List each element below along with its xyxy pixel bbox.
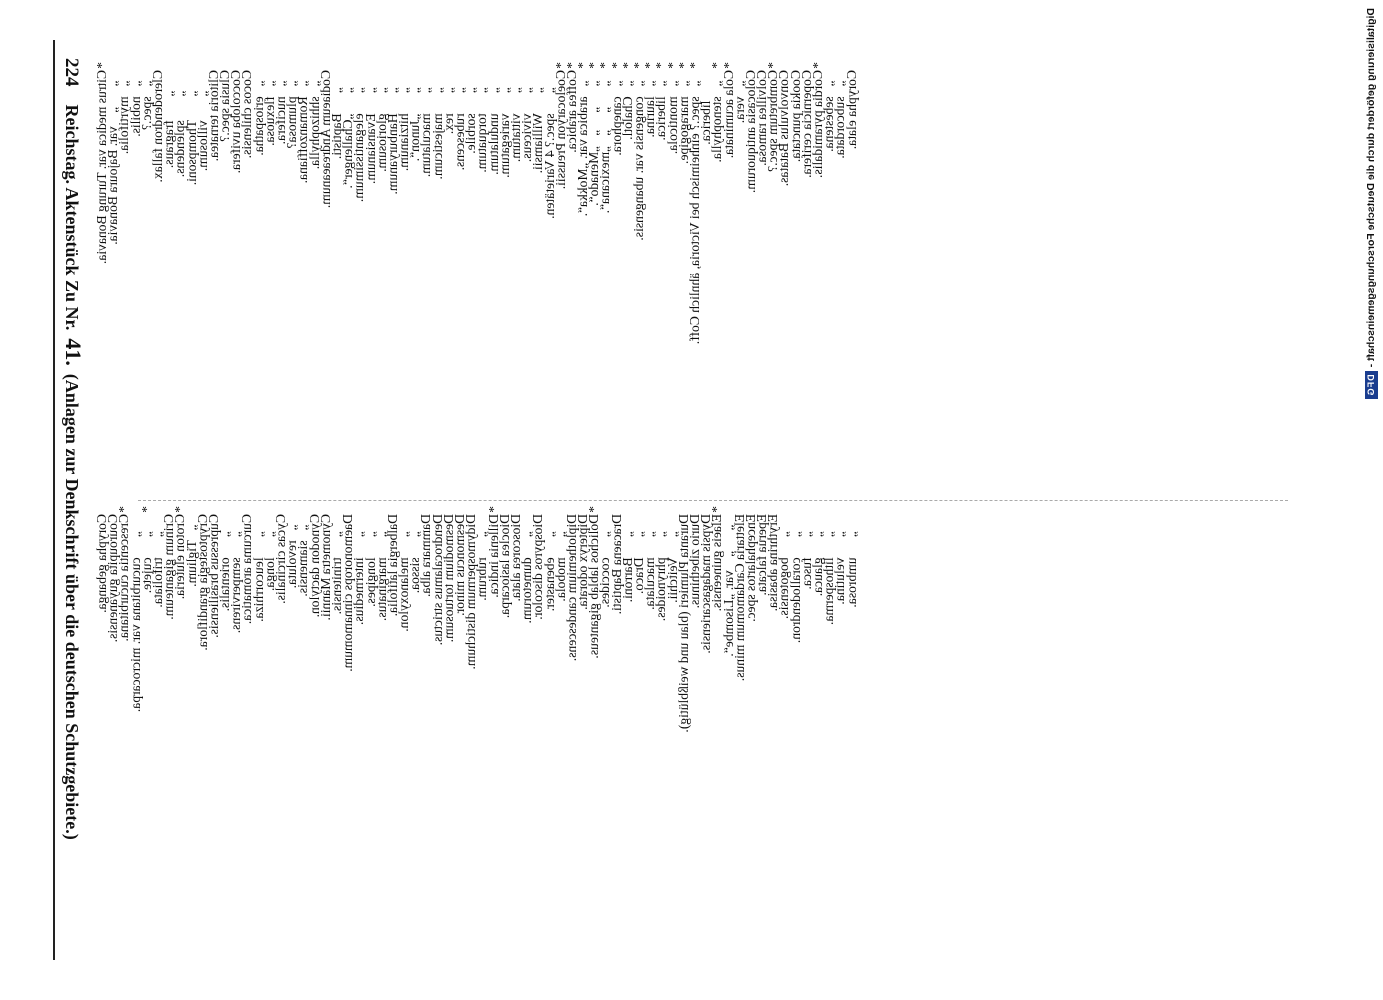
plant-name: „ Thompsoni. [183, 70, 199, 186]
plant-name: „ dumetorum. [519, 514, 535, 624]
plant-name: „ villosum. [194, 70, 210, 172]
asterisk-marker: * [586, 62, 602, 69]
plant-name: Coffea arabica. [563, 70, 579, 153]
asterisk-marker: * [720, 62, 736, 69]
left-column-list [94, 62, 859, 500]
plant-name: Corypha gebanga. [94, 514, 109, 613]
plant-name: „ Barroni. [619, 514, 635, 603]
asterisk-marker: * [575, 62, 591, 69]
plant-entry [843, 514, 859, 944]
plant-name: „ subcordata. [832, 70, 848, 159]
plant-name: Diplothemium candescens. [563, 514, 579, 662]
plant-name: „ spec.? [138, 70, 154, 131]
plant-name: „ Chalotl. [619, 70, 635, 140]
plant-name: Durio zibethinus. [686, 514, 702, 609]
plant-name: „ „ „ „mexicana“. [597, 70, 613, 214]
plant-name: „ Hanburyanum. [384, 70, 400, 195]
plant-name: „ shhizophylla. [306, 70, 322, 170]
plant-name: Cola acuminata. [720, 70, 736, 159]
plant-name: „ leucorrhiza. [250, 514, 266, 622]
plant-name: Dendrocalamus strictus. [429, 514, 445, 646]
plant-name: „ monticola. [664, 70, 680, 155]
plant-name: Combretum spec.? [765, 70, 781, 172]
plant-name: „ splendens. [172, 70, 188, 178]
plant-name: „ arabica var. „Mokka“. [575, 70, 591, 217]
plant-name: „ laurina. [642, 70, 658, 138]
plant-name: Erythrina abasisa. [765, 514, 781, 612]
plant-name: „ vera. [731, 70, 747, 124]
plant-name: Dracaena Baptisti. [608, 514, 624, 615]
plant-name: „ phrynoides. [653, 514, 669, 622]
plant-name: „ flexuosa. [261, 70, 277, 146]
plant-name: Couroupita guyanensis. [105, 514, 121, 643]
asterisk-marker: * [709, 506, 725, 513]
plant-name: „ „ var. Bajoura Bonavia. [105, 70, 121, 245]
plant-name: „ spec.? 4 Varietäten. [541, 70, 557, 219]
plant-name: Cynodon dactylon. [306, 514, 322, 618]
asterisk-marker: * [653, 62, 669, 69]
plant-entry [720, 62, 736, 500]
header-rule [53, 40, 55, 960]
plant-name: „ sempervirens. [228, 514, 244, 634]
plant-name: „ fusca. [798, 514, 814, 590]
plant-name: „ intermedius. [351, 514, 367, 625]
plant-name: Copernicia cerifera. [798, 70, 814, 178]
asterisk-marker: * [138, 506, 154, 513]
asterisk-marker: * [597, 62, 613, 69]
plant-name: Clusia spec.? [217, 70, 233, 142]
plant-entry [127, 70, 143, 500]
plant-name: „ ebenaster. [541, 514, 557, 612]
plant-name: „ melanoxylon. [396, 514, 412, 632]
plant-entry [843, 70, 859, 500]
plant-name: Convolvulus Batatas. [776, 70, 792, 187]
plant-name: „ „ var. „Lisombe“. [720, 514, 736, 657]
plant-name: „ vittatum. [507, 70, 523, 163]
plant-name: „ longa. [261, 514, 277, 592]
plant-name: „ maragogipe. [675, 70, 691, 164]
plant-name: Cocos chilensis. [239, 70, 255, 159]
plant-name: „ trifoliata. [149, 514, 165, 608]
plant-name: Dioclea lasiocarpa. [496, 514, 512, 619]
plant-name: „ majesticum. [429, 70, 445, 180]
plant-name: „ Draco. [631, 514, 646, 595]
asterisk-marker: * [631, 62, 646, 69]
asterisk-marker: * [675, 62, 691, 69]
plant-name: „ rubescens. [452, 70, 467, 171]
plant-name: Didymospermum distichum. [463, 514, 479, 670]
asterisk-marker: * [485, 506, 501, 513]
plant-name: „ Evansianum. [362, 70, 378, 185]
plant-name: Clerodendron fallax. [149, 70, 165, 183]
plant-name: „ liberica. [653, 70, 669, 141]
plant-name: „ undulatum. [485, 70, 501, 175]
plant-name: Colocasia antiquorum. [742, 70, 758, 194]
plant-name: „ lithosperma. [821, 514, 837, 625]
plant-name: Dypsis madagascariensis. [698, 514, 714, 654]
plant-name: Daemonorops cinnamomum. [340, 514, 356, 672]
asterisk-marker: * [172, 506, 188, 513]
plant-name: „ „Challenger“. [340, 70, 356, 189]
plant-name: Cookia punctata. [787, 70, 803, 163]
plant-name: Elaeis guineensis. [709, 514, 725, 612]
plant-name: „ Williamsii. [530, 70, 546, 174]
plant-name: Elettaria Cardamomum minus. [731, 514, 747, 682]
plant-name: liberica. [698, 70, 714, 145]
plant-name: Cupressus brasiliensis. [205, 514, 221, 638]
plant-name: „ bogotensis. [776, 514, 792, 619]
plant-name: „ elegantissimum. [351, 70, 367, 203]
page-number: 224 [61, 58, 82, 87]
plant-entry [429, 70, 445, 500]
plant-name: „ Veitchii. [664, 514, 680, 603]
plant-name: Dipteryx odorata. [575, 514, 591, 610]
asterisk-marker: * [116, 506, 132, 513]
plant-name: Cycas circinalis. [273, 514, 288, 604]
right-column-list [94, 506, 859, 944]
plant-name: „ myrtifolia. [116, 70, 132, 155]
plant-name: „ stenophylla. [709, 70, 725, 163]
plant-name: Clitoria ternatea. [205, 70, 221, 162]
plant-name: Coelocaryon Preussii. [552, 70, 568, 190]
plant-name: Dalbergia latifolia. [384, 514, 400, 617]
asterisk-marker: * [686, 62, 702, 69]
plant-name: „ hitzianum. [396, 70, 412, 172]
plant-name: Coccoloba uvifera. [228, 70, 244, 174]
plant-name: Cryptostegia grandiflora. [194, 514, 210, 651]
plant-name: „ sebestena. [821, 70, 837, 152]
plant-name: „ congensis var. ubangensis. [631, 70, 646, 241]
plant-name: „ umbrosa. [843, 514, 859, 608]
plant-name: Diospyros discolor. [530, 514, 546, 620]
plant-name: „ plumosa? [284, 70, 300, 149]
plant-name: „ Romanzoffiana. [295, 70, 311, 184]
plant-name: Cordia pyramidalis. [810, 70, 825, 178]
plant-name: Croton eluteria. [172, 514, 188, 600]
asterisk-marker: * [619, 62, 635, 69]
asterisk-marker: * [586, 506, 602, 513]
plant-name: Desmoncus minor. [452, 514, 467, 616]
plant-name: „ fragraus. [161, 70, 177, 169]
plant-name: „ rubrum. [474, 514, 490, 601]
page-header [60, 58, 86, 958]
document-number: 41. [61, 338, 86, 366]
plant-name: „ Baptisti. [328, 70, 344, 160]
plant-name: „ orientalis. [217, 514, 233, 612]
plant-name: Desmodium tortuosum. [440, 514, 456, 643]
plant-name: Dioscorea alata. [507, 514, 523, 602]
asterisk-marker: * [608, 62, 624, 69]
plant-name: „ trinitensis. [328, 514, 344, 615]
plant-name: „ siamensis. [295, 514, 311, 597]
plant-name: „ „Junon“. [407, 70, 423, 162]
plant-name: „ glauca. [810, 514, 825, 597]
plant-name: Codiaeum Andreaeanum. [317, 70, 333, 209]
asterisk-marker: * [709, 62, 725, 69]
plant-name: Citrus medica var. Turung Bonavia. [94, 70, 109, 265]
plant-name: Dillenia indica. [485, 514, 501, 598]
plant-name: „ mobola. [552, 514, 568, 602]
plant-name: Corypha elata. [843, 70, 859, 150]
plant-name: „ longipes. [362, 514, 378, 607]
asterisk-marker: * [810, 62, 825, 69]
plant-name: „ maculata. [642, 514, 658, 610]
plant-name: „ velutina. [832, 514, 848, 605]
plant-name: Cynometra Mannii. [317, 514, 333, 621]
plant-name: „ variegatum. [496, 70, 512, 178]
plant-name: „ corallodendron. [787, 514, 803, 644]
footer-text: Digitalisierung gefördert durch die Deutsche Forschungsgemeinschaft - [1365, 8, 1377, 368]
plant-name: Curcuma aromatica. [239, 514, 255, 625]
plant-name: Encephalartos spec. [742, 514, 758, 622]
asterisk-marker: * [563, 62, 579, 69]
plant-name: „ marginatus. [373, 514, 389, 621]
plant-name: „ eriospatha. [250, 70, 266, 156]
plant-name: Eperua falcata. [754, 514, 770, 596]
header-title-suffix: (Anlagen zur Denkschrift über die deutschen Schutzgebiete.) [62, 373, 82, 840]
plant-name: „ cujete. [138, 514, 154, 594]
header-title-prefix: Reichstag. Aktenstück Zu Nr. [62, 104, 82, 331]
plant-name: „ sissoa. [407, 514, 423, 594]
asterisk-marker: * [765, 62, 781, 69]
plant-name: Colvillea ramosa. [754, 70, 770, 166]
plant-name: „ viviceus. [519, 70, 535, 163]
plant-name: „ canephora. [608, 70, 624, 156]
plant-name: „ maculatum. [418, 70, 434, 178]
plant-name: „ revoluta. [284, 514, 300, 589]
plant-name: Duranta Plumieri (blau und weißblütig). [675, 514, 691, 733]
plant-name: „ Tiglium. [183, 514, 199, 587]
plant-name: „ gloriosum. [373, 70, 389, 172]
asterisk-marker: * [642, 62, 658, 69]
plant-name: Dolichos lablab giganteus. [586, 514, 602, 659]
plant-name: „ rex. [440, 70, 456, 135]
plant-name: Crinum giganteum. [161, 514, 177, 620]
dfg-logo: DFG [1365, 371, 1378, 399]
plant-name: „ nucifera. [273, 70, 288, 145]
plant-name: „ sorbile. [463, 70, 479, 154]
digitization-footer [1363, 8, 1379, 968]
plant-name: „ cucurbitana var. microcarpa. [127, 514, 143, 713]
asterisk-marker: * [664, 62, 680, 69]
plant-name: „ „ „ „Menado“. [586, 70, 602, 206]
plant-name: „ coccides. [597, 514, 613, 608]
asterisk-marker: * [94, 62, 109, 69]
plant-name: „ nobilis. [127, 70, 143, 137]
plant-name: Dammara alba. [418, 514, 434, 598]
column-divider [138, 500, 1288, 501]
asterisk-marker: * [552, 62, 568, 69]
plant-name: „ torquatum. [474, 70, 490, 173]
plant-name: Crescentia cucurbitana. [116, 514, 132, 642]
plant-name: „ spec.? einheimisch bei Victoria, ähnlich Coff. [686, 70, 702, 345]
